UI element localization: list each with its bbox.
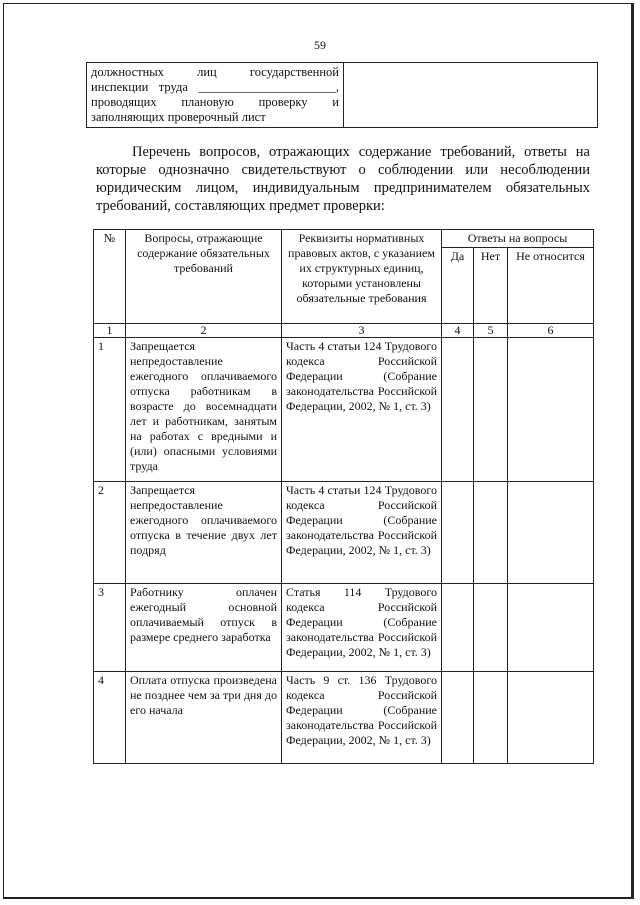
inspector-line: инспекции труда ______________________, bbox=[91, 80, 339, 94]
answer-yes-cell[interactable] bbox=[442, 338, 474, 482]
answer-na-cell[interactable] bbox=[508, 672, 594, 764]
row-requisite: Статья 114 Трудового кодекса Российской Федерации (Собрание законодательства Российской Федерации, 2002, № 1, ст. 3) bbox=[282, 584, 442, 672]
row-question: Работнику оплачен ежегодный основной оплачиваемый отпуск в размере среднего заработка bbox=[126, 584, 282, 672]
row-requisite: Часть 4 статьи 124 Трудового кодекса Российской Федерации (Собрание законодательства Российской Федерации, 2002, № 1, ст. 3) bbox=[282, 338, 442, 482]
header-num: № bbox=[94, 230, 126, 324]
header-yes: Да bbox=[442, 248, 474, 324]
page-number: 59 bbox=[314, 38, 326, 52]
answer-no-cell[interactable] bbox=[474, 672, 508, 764]
row-num: 4 bbox=[94, 672, 126, 764]
answer-yes-cell[interactable] bbox=[442, 672, 474, 764]
row-num: 1 bbox=[94, 338, 126, 482]
column-number-row bbox=[94, 324, 594, 338]
header-na: Не относится bbox=[508, 248, 594, 324]
answer-no-cell[interactable] bbox=[474, 482, 508, 584]
answer-na-cell[interactable] bbox=[508, 584, 594, 672]
inspector-signature-cell bbox=[344, 63, 598, 128]
row-num: 3 bbox=[94, 584, 126, 672]
table-row bbox=[94, 672, 594, 764]
row-requisite: Часть 9 ст. 136 Трудового кодекса Российской Федерации (Собрание законодательства Российской Федерации, 2002, № 1, ст. 3) bbox=[282, 672, 442, 764]
answer-yes-cell[interactable] bbox=[442, 482, 474, 584]
column-number: 1 bbox=[94, 324, 126, 338]
header-answers: Ответы на вопросы bbox=[442, 230, 594, 248]
row-requisite: Часть 4 статьи 124 Трудового кодекса Российской Федерации (Собрание законодательства Российской Федерации, 2002, № 1, ст. 3) bbox=[282, 482, 442, 584]
table-row bbox=[94, 338, 594, 482]
inspector-line: должностных лиц государственной bbox=[91, 65, 339, 79]
inspector-info-cell bbox=[87, 63, 344, 128]
answer-no-cell[interactable] bbox=[474, 338, 508, 482]
table-header-row bbox=[94, 230, 594, 248]
intro-paragraph: Перечень вопросов, отражающих содержание требований, ответы на которые однозначно свидетельствуют о соблюдении или несоблюдении юридическим лицом, индивидуальным предпринимателем обязательных требований, составляющих предмет проверки: bbox=[96, 144, 590, 214]
answer-na-cell[interactable] bbox=[508, 338, 594, 482]
answer-no-cell[interactable] bbox=[474, 584, 508, 672]
row-num: 2 bbox=[94, 482, 126, 584]
inspector-line: проводящих плановую проверку и bbox=[91, 95, 339, 109]
inspector-info-table bbox=[86, 62, 598, 128]
header-questions: Вопросы, отражающие содержание обязательных требований bbox=[126, 230, 282, 324]
table-row bbox=[94, 482, 594, 584]
answer-na-cell[interactable] bbox=[508, 482, 594, 584]
column-number: 3 bbox=[282, 324, 442, 338]
answer-yes-cell[interactable] bbox=[442, 584, 474, 672]
header-no: Нет bbox=[474, 248, 508, 324]
column-number: 5 bbox=[474, 324, 508, 338]
inspector-line: заполняющих проверочный лист bbox=[91, 110, 266, 124]
column-number: 4 bbox=[442, 324, 474, 338]
header-requisites: Реквизиты нормативных правовых актов, с указанием их структурных единиц, которыми установлены обязательные требования bbox=[282, 230, 442, 324]
row-question: Запрещается непредоставление ежегодного оплачиваемого отпуска работникам в возрасте до восемнадцати лет и работникам, занятым на работах с вредными и (или) опасными условиями труда bbox=[126, 338, 282, 482]
row-question: Запрещается непредоставление ежегодного оплачиваемого отпуска в течение двух лет подряд bbox=[126, 482, 282, 584]
table-row bbox=[94, 584, 594, 672]
column-number: 6 bbox=[508, 324, 594, 338]
column-number: 2 bbox=[126, 324, 282, 338]
checklist-table bbox=[93, 229, 594, 764]
row-question: Оплата отпуска произведена не позднее чем за три дня до его начала bbox=[126, 672, 282, 764]
